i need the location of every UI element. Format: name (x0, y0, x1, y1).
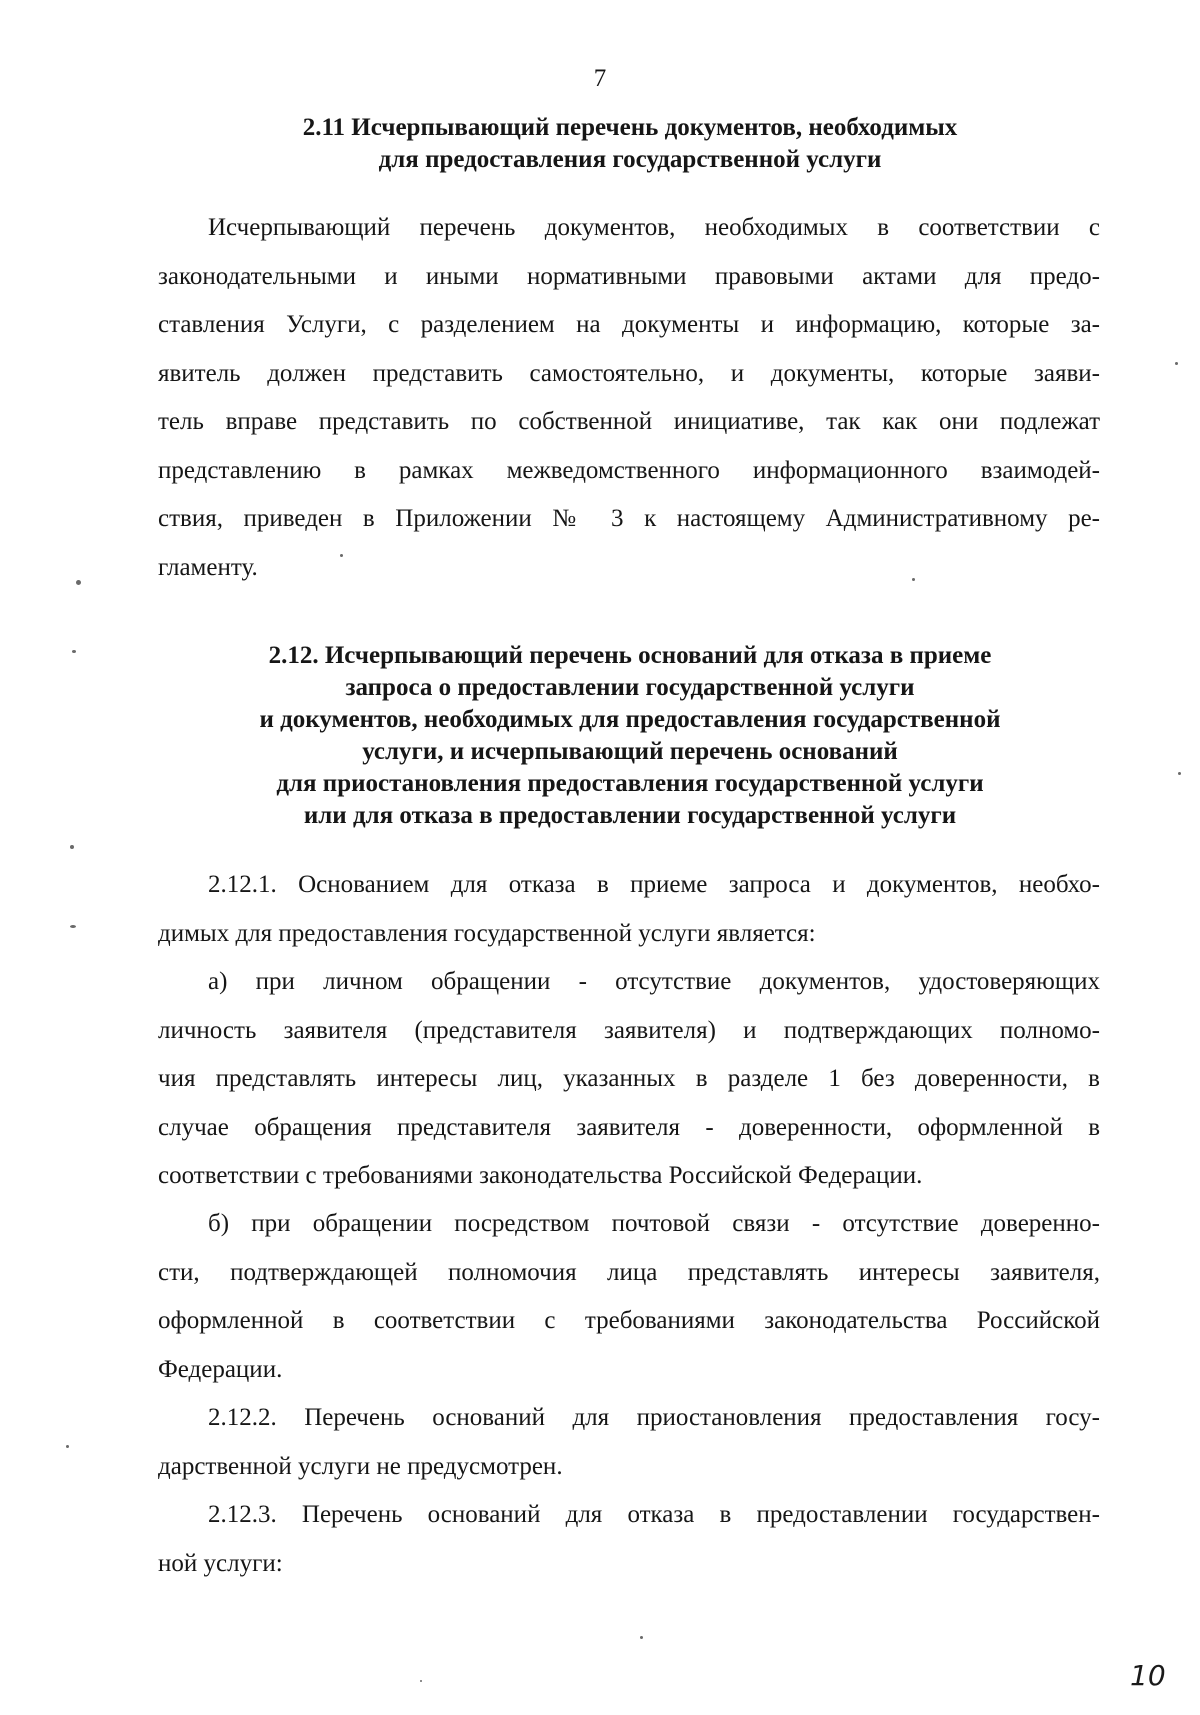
scan-speck (70, 925, 76, 928)
paragraph-line: 2.12.1. Основанием для отказа в приеме запроса и документов, необхо- (208, 871, 1100, 898)
paragraph-line: 2.12.2. Перечень оснований для приостановления предоставления госу- (208, 1404, 1100, 1431)
paragraph-line: случае обращения представителя заявителя - доверенности, оформленной в (158, 1113, 1100, 1141)
heading-line: услуги, и исчерпывающий перечень оснований (362, 738, 898, 765)
paragraph-line: законодательными и иными нормативными правовыми актами для предо- (158, 262, 1100, 290)
scan-speck (70, 845, 74, 849)
scan-speck (420, 1680, 422, 1682)
paragraph-line: личность заявителя (представителя заявителя) и подтверждающих полномо- (158, 1016, 1100, 1044)
clause-2-12-3 (158, 1491, 1100, 1588)
paragraph-line: соответствии с требованиями законодательства Российской Федерации. (158, 1162, 923, 1189)
scan-speck (1175, 362, 1178, 365)
paragraph-line: явитель должен представить самостоятельно, и документы, которые заяви- (158, 359, 1100, 387)
heading-line: для предоставления государственной услуги (378, 146, 882, 173)
clause-2-12-2 (158, 1394, 1100, 1491)
paragraph-line: чия представлять интересы лиц, указанных в разделе 1 без доверенности, в (158, 1065, 1100, 1092)
clause-b-postal (158, 1200, 1100, 1394)
section-2-11-paragraph (158, 204, 1100, 592)
paragraph-line: б) при обращении посредством почтовой связи - отсутствие доверенно- (208, 1210, 1100, 1237)
scan-speck (1178, 772, 1181, 775)
clause-a-personal-visit (158, 958, 1100, 1201)
page-number: 7 (593, 65, 607, 92)
scan-speck (340, 554, 343, 557)
scan-speck (912, 578, 915, 581)
heading-line: для приостановления предоставления государственной услуги (276, 770, 984, 797)
paragraph-line: представлению в рамках межведомственного информационного взаимодей- (158, 456, 1100, 484)
heading-line: запроса о предоставлении государственной услуги (345, 674, 915, 701)
paragraph-line: дарственной услуги не предусмотрен. (158, 1452, 563, 1480)
scan-speck (76, 580, 81, 585)
paragraph-line: 2.12.3. Перечень оснований для отказа в предоставлении государствен- (208, 1501, 1100, 1528)
paragraph-line: а) при личном обращении - отсутствие документов, удостоверяющих (208, 968, 1100, 995)
paragraph-line: димых для предоставления государственной услуги является: (158, 919, 816, 947)
clause-2-12-1 (158, 861, 1100, 958)
handwritten-page-mark: 10 (1130, 1659, 1166, 1692)
heading-line: 2.12. Исчерпывающий перечень оснований для отказа в приеме (268, 642, 992, 669)
paragraph-line: оформленной в соответствии с требованиями законодательства Российской (158, 1307, 1100, 1334)
paragraph-line: Исчерпывающий перечень документов, необходимых в соответствии с (208, 214, 1100, 241)
heading-line: и документов, необходимых для предоставления государственной (259, 706, 1001, 733)
paragraph-line: ставления Услуги, с разделением на документы и информацию, которые за- (158, 311, 1100, 338)
paragraph-line: ствия, приведен в Приложении № 3 к настоящему Административному ре- (158, 505, 1100, 532)
section-2-11-heading (160, 112, 1100, 176)
scan-speck (66, 1445, 69, 1448)
scan-speck (72, 650, 76, 653)
heading-line: 2.11 Исчерпывающий перечень документов, необходимых (302, 114, 958, 141)
paragraph-line: сти, подтверждающей полномочия лица представлять интересы заявителя, (158, 1258, 1100, 1286)
paragraph-line: гламенту. (158, 553, 258, 581)
heading-line: или для отказа в предоставлении государственной услуги (303, 802, 957, 829)
paragraph-line: Федерации. (158, 1355, 283, 1383)
scan-speck (640, 1636, 643, 1639)
paragraph-line: ной услуги: (158, 1549, 283, 1577)
paragraph-line: тель вправе представить по собственной инициативе, так как они подлежат (158, 408, 1100, 435)
section-2-12-heading (160, 640, 1100, 832)
